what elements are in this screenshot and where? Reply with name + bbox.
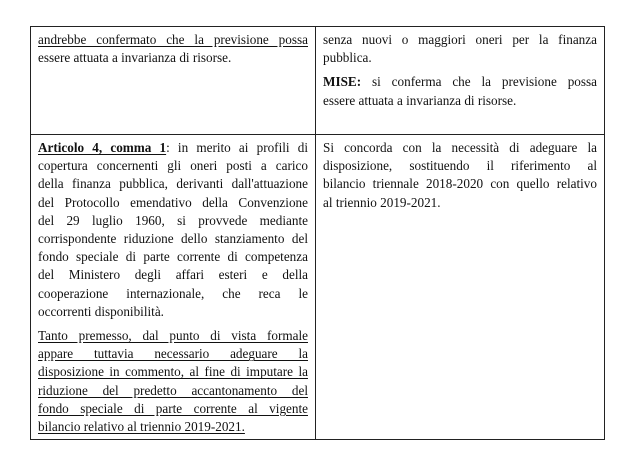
text-line: essere attuata a invarianza di risorse. — [323, 92, 517, 108]
text-line — [38, 139, 308, 157]
text-line: copertura concernenti gli oneri posti a carico — [38, 158, 308, 174]
response-cell — [316, 27, 604, 134]
comment-paragraph — [38, 31, 308, 67]
response-paragraph — [323, 139, 597, 212]
text-line: cooperazione internazionale, che reca le — [38, 285, 308, 301]
text-line: corrispondente riduzione dello stanziamento del — [38, 231, 308, 247]
text-line: appare tuttavia necessario adeguare la — [38, 346, 308, 362]
text-line: pubblica. — [323, 50, 372, 66]
text-line: del 29 luglio 1960, si provvede mediante — [38, 212, 308, 228]
text-line: bilancio triennale 2018-2020 con quello relativo — [323, 176, 597, 192]
comments-table — [30, 26, 605, 440]
text-line: disposizione in commento, al fine di imputare la — [38, 364, 308, 380]
text-line: del Ministero degli affari esteri e della — [38, 267, 308, 283]
text-line: al triennio 2019-2021. — [323, 194, 441, 210]
text-line: fondo speciale di parte corrente di competenza — [38, 249, 308, 265]
text-line: del Protocollo emendativo della Convenzione — [38, 194, 308, 210]
article-heading: Articolo 4, comma 1 — [38, 140, 167, 155]
comment-cell — [31, 27, 316, 134]
response-cell — [316, 135, 604, 439]
table-row — [31, 27, 604, 135]
comment-cell — [31, 135, 316, 439]
text-fragment: si conferma che la previsione possa — [361, 74, 597, 90]
text-fragment: : in merito ai profili di — [166, 140, 308, 155]
text-line: disposizione, sostituendo il riferimento al — [323, 158, 597, 174]
response-paragraph — [323, 31, 597, 67]
text-line: senza nuovi o maggiori oneri per la finanza — [323, 32, 597, 47]
text-line: della finanza pubblica, derivanti dall'attuazione — [38, 176, 308, 192]
comment-paragraph-underlined — [38, 327, 308, 436]
table-row — [31, 135, 604, 439]
comment-paragraph — [38, 139, 308, 321]
mise-response-paragraph — [323, 73, 597, 109]
mise-label: MISE: — [323, 74, 362, 90]
text-line: Si concorda con la necessità di adeguare la — [323, 140, 597, 155]
text-line: essere attuata a invarianza di risorse. — [38, 50, 232, 66]
text-line: fondo speciale di parte corrente al vigente — [38, 400, 308, 416]
text-line: Tanto premesso, dal punto di vista formale — [38, 328, 308, 344]
text-line: bilancio relativo al triennio 2019-2021. — [38, 419, 245, 435]
text-line: riduzione del predetto accantonamento del — [38, 382, 308, 398]
text-line — [323, 73, 597, 91]
text-line: occorrenti disponibilità. — [38, 303, 164, 319]
text-line: andrebbe confermato che la previsione possa — [38, 32, 308, 47]
